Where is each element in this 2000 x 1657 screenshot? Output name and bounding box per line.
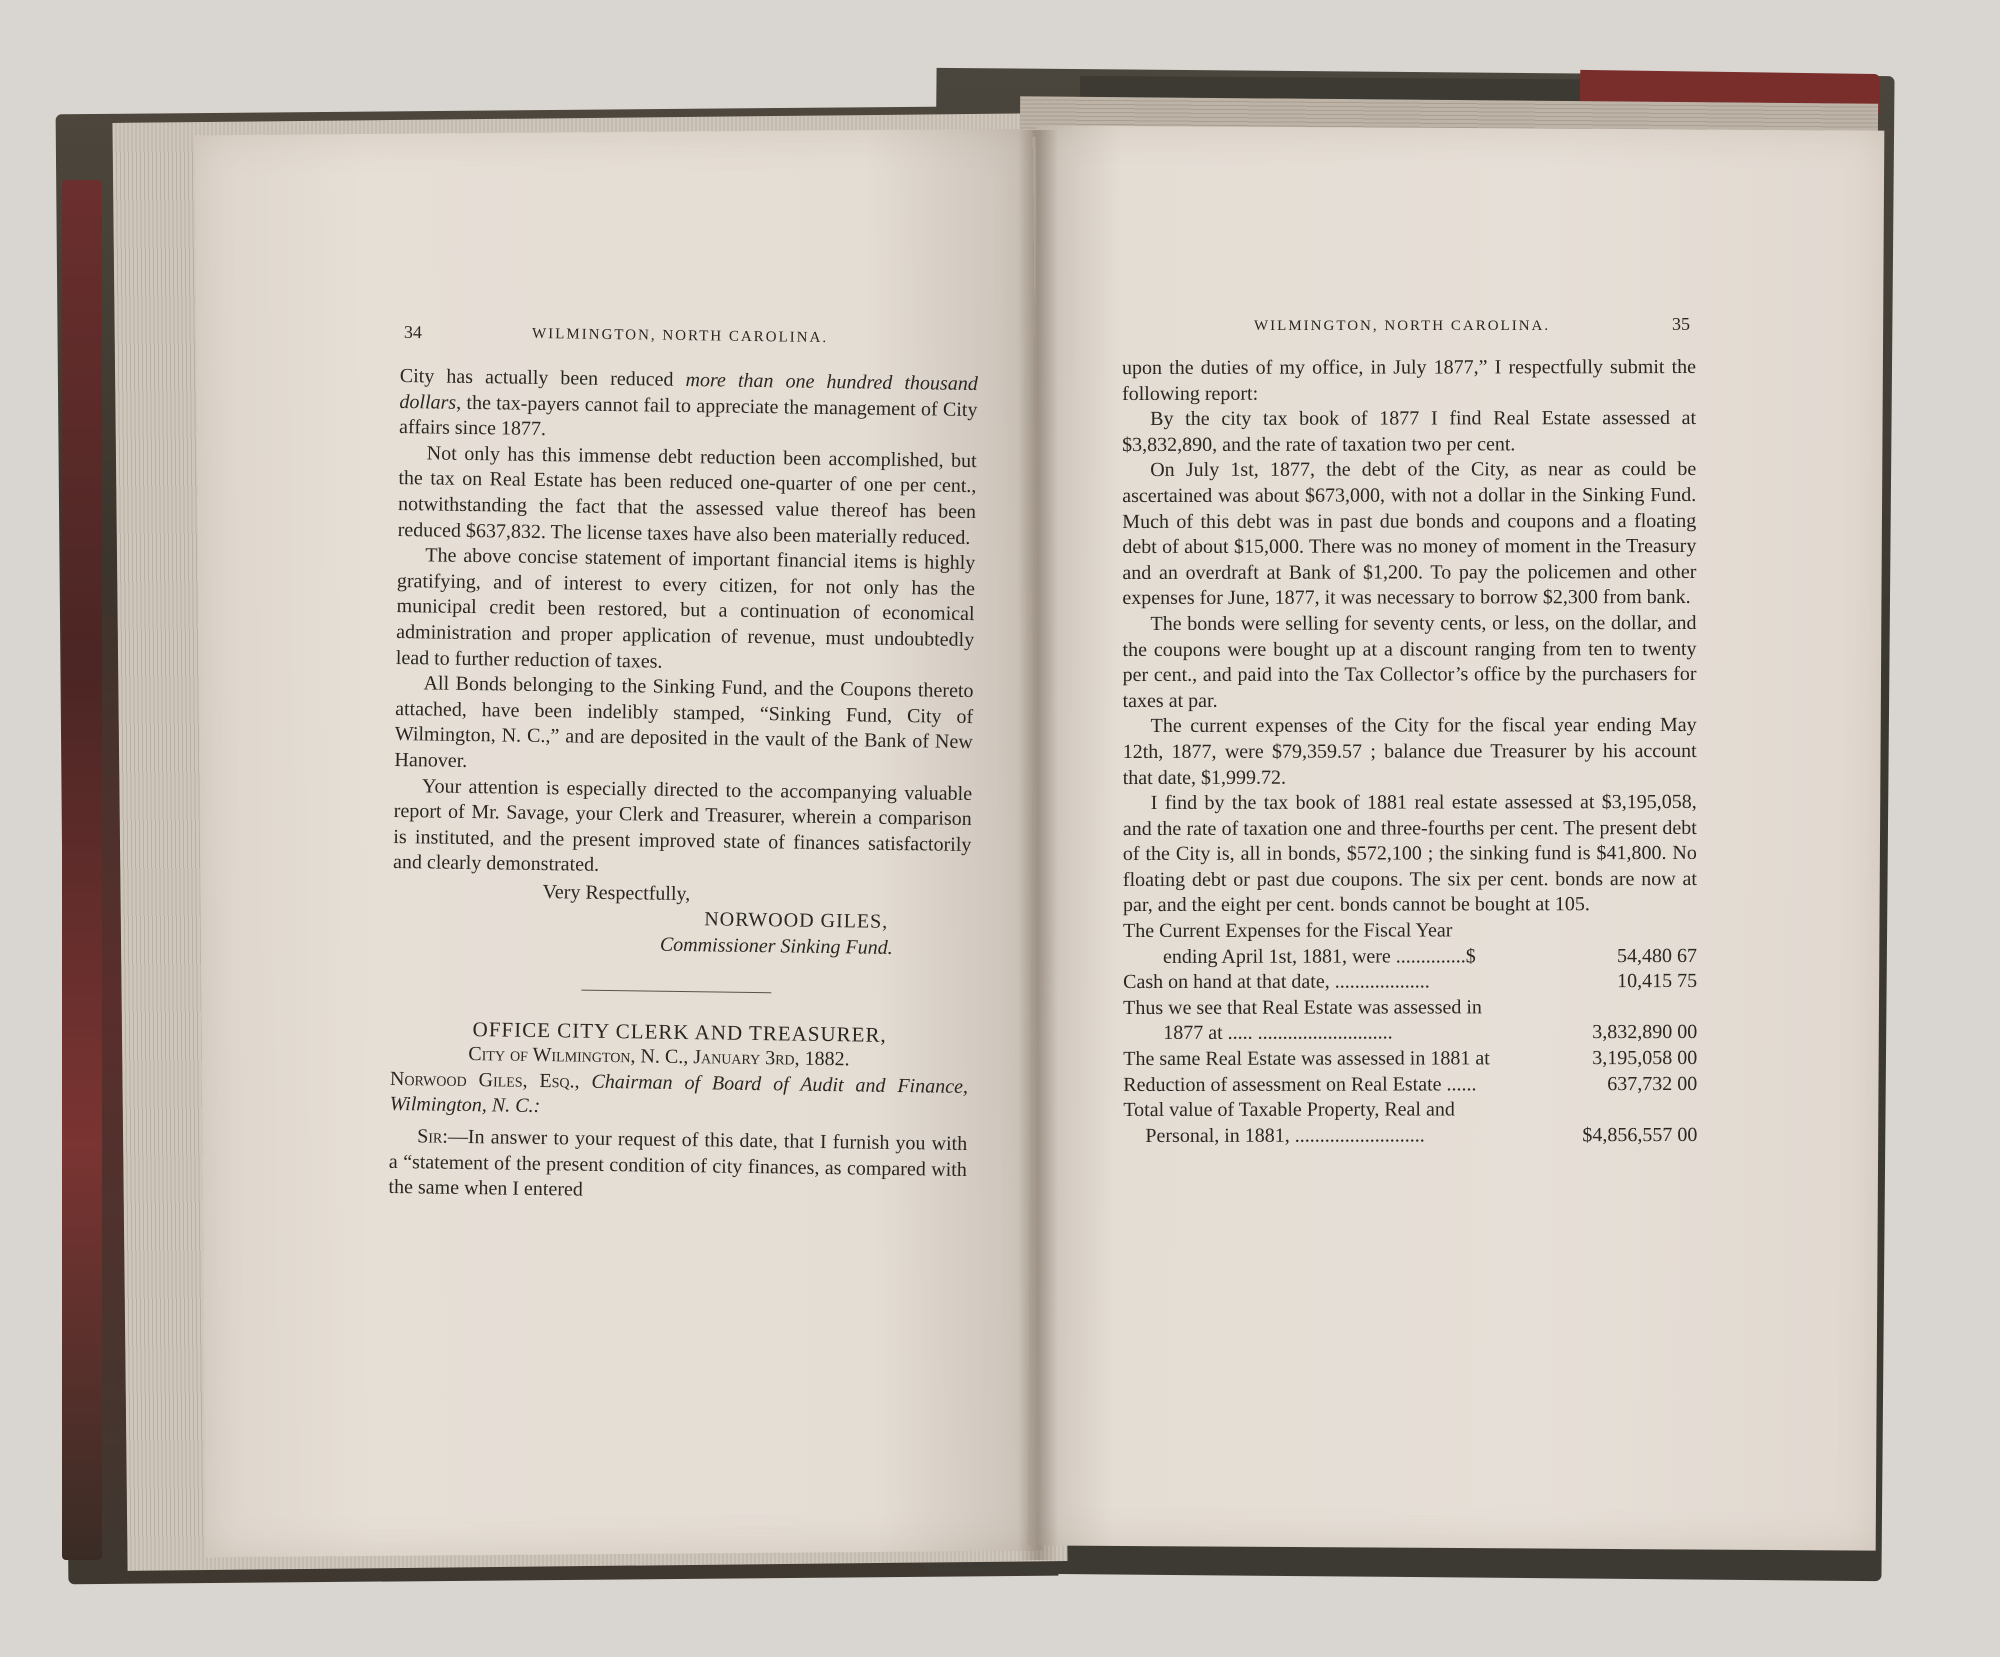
left-paragraph-6: Sir:—In answer to your request of this date, that I furnish you with a “statement of the present condition of city finances, as compared with the same when I entered (388, 1125, 968, 1201)
left-paragraph-3: The above concise statement of important financial items is highly gratifying, and of interest to every citizen, for not only has the municipal credit been restored, but a continuation of economical administration and proper application of revenue, must undoubtedly lead to further reduction of taxes. (395, 544, 976, 673)
section-heading: OFFICE CITY CLERK AND TREASURER, (472, 1016, 887, 1047)
left-page-number: 34 (403, 321, 423, 343)
right-page-body (1122, 355, 1697, 1149)
right-paragraph-5: The current expenses of the City for the fiscal year ending May 12th, 1877, were $79,359.57 ; balance due Treasurer by his account that date, $1,999.72. (1122, 714, 1697, 789)
left-paragraph-2: Not only has this immense debt reduction been accomplished, but the tax on Real Estate has been reduced one-quarter of one per cent., notwithstanding the fact that the assessed value thereof has been reduced $637,832. The license taxes have also been materially reduced. (397, 442, 977, 549)
ledger-row: The Current Expenses for the Fiscal Year (1122, 919, 1453, 943)
book-cover-left-edge (62, 180, 102, 1560)
section-divider (581, 989, 771, 993)
financial-ledger (1123, 918, 1697, 1149)
right-paragraph-6: I find by the tax book of 1881 real estate assessed at $3,195,058, and the rate of taxation one and three-fourths per cent. The present debt of the City is, all in bonds, $572,100 ; the sinking fund is $41,800. No floating debt or past due coupons. The six per cent. bonds are now at par, and the eight per cent. bonds cannot be bought at 105. (1122, 791, 1697, 917)
ledger-row: Personal, in 1881, .......................... $4,856,557 00 (1145, 1123, 1698, 1147)
ledger-row: Total value of Taxable Property, Real and (1123, 1098, 1455, 1122)
ledger-row: 1877 at ..... ........................... 3,832,890 00 (1163, 1021, 1698, 1045)
right-paragraph-1: upon the duties of my office, in July 1877,” I respectfully submit the following report: (1122, 355, 1697, 405)
closing-line: Very Respectfully, (542, 880, 691, 905)
left-running-head: WILMINGTON, NORTH CAROLINA. (531, 325, 829, 347)
book-gutter (1018, 130, 1058, 1560)
signature-title: Commissioner Sinking Fund. (659, 933, 893, 959)
left-page-body (388, 364, 978, 1209)
ledger-row: Thus we see that Real Estate was assessed in (1123, 996, 1482, 1019)
ledger-row: Cash on hand at that date, ................... 10,415 75 (1123, 970, 1698, 994)
right-paragraph-4: The bonds were selling for seventy cents, or less, on the dollar, and the coupons were bought up at a discount ranging from ten to twenty per cent., and paid into the Tax Collector’s office by the purchasers for taxes at par. (1122, 611, 1697, 712)
letter-dateline: City of Wilmington, N. C., January 3rd, 1882. (468, 1043, 850, 1071)
ledger-row: The same Real Estate was assessed in 1881 at 3,195,058 00 (1123, 1047, 1698, 1071)
right-paragraph-3: On July 1st, 1877, the debt of the City, as near as could be ascertained was about $673,000, with not a dollar in the Sinking Fund. Much of this debt was in past due bonds and coupons and a floating debt of about $15,000. There was no money of moment in the Treasury and an overdraft at Bank of $1,200. To pay the policemen and other expenses for June, 1877, it was necessary to borrow $2,300 from bank. (1122, 458, 1697, 610)
right-page-number: 35 (1672, 314, 1690, 334)
right-paragraph-2: By the city tax book of 1877 I find Real Estate assessed at $3,832,890, and the rate of taxation two per cent. (1122, 407, 1697, 456)
letter-signoff (392, 878, 971, 963)
right-running-head: WILMINGTON, NORTH CAROLINA. (1254, 318, 1551, 334)
left-paragraph-4: All Bonds belonging to the Sinking Fund, and the Coupons thereto attached, have been indelibly stamped, “Sinking Fund, City of Wilmington, N. C.,” and are deposited in the vault of the Bank of New Hanover. (394, 672, 974, 772)
ledger-row: Reduction of assessment on Real Estate ...... 637,732 00 (1123, 1072, 1698, 1096)
signature-name: NORWOOD GILES, (704, 908, 889, 934)
left-paragraph-1: City has actually been reduced more than one hundred thousand dollars, the tax-payers cannot fail to appreciate the management of City affairs since 1877. (398, 364, 978, 441)
letter-addressee: Norwood Giles, Esq., Chairman of Board of Audit and Finance, Wilmington, N. C.: (389, 1067, 969, 1118)
ledger-row: ending April 1st, 1881, were ..............$ 54,480 67 (1163, 944, 1698, 968)
left-paragraph-5: Your attention is especially directed to the accompanying valuable report of Mr. Savage, your Clerk and Treasurer, wherein a comparison is instituted, and the present improved state of finances satisfactorily and clearly demonstrated. (392, 774, 973, 877)
